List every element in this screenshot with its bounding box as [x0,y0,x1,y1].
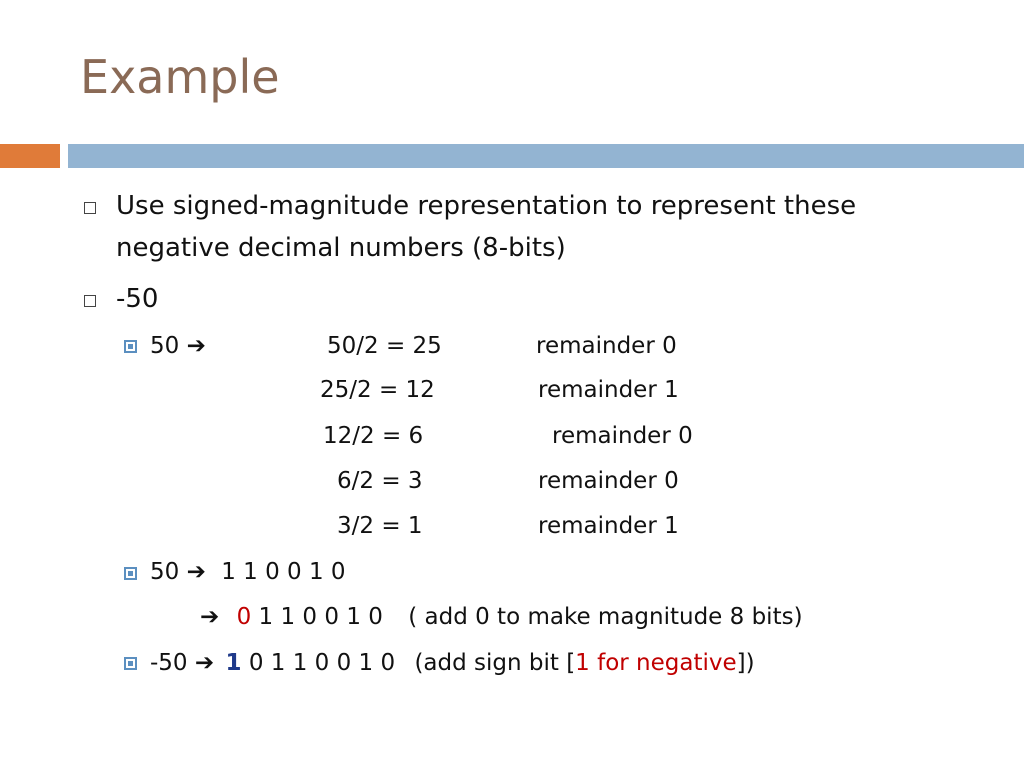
header-accent-bar-blue [68,144,1024,168]
slide-title: Example [80,50,280,104]
signed-bits: 0 1 1 0 0 1 0 [248,650,396,676]
padded-bits: 1 1 0 0 1 0 [258,604,383,630]
bullet-text-minus50: -50 [116,284,159,314]
sign-note-one: 1 [575,650,590,676]
box-bullet-icon [84,202,96,214]
division-expr: 25/2 = 12 [320,377,435,403]
division-expr: 3/2 = 1 [337,513,423,539]
division-remainder: remainder 1 [538,513,679,539]
step3-line [150,646,755,680]
bullet-text-line1: Use signed-magnitude representation to represent these [116,191,857,221]
padding-zero: 0 [236,604,252,630]
sign-note-open: (add sign bit [ [414,650,576,676]
step1-number: 50 [150,333,180,359]
division-expr: 12/2 = 6 [323,423,424,449]
division-remainder: remainder 1 [538,377,679,403]
step1-label [150,329,206,363]
right-arrow-icon: ➔ [186,559,206,585]
division-expr: 6/2 = 3 [337,468,423,494]
division-remainder: remainder 0 [538,468,679,494]
padded-line [200,600,803,634]
sign-note-negative: for negative [589,650,737,676]
right-arrow-icon: ➔ [200,604,220,630]
padding-note: ( add 0 to make magnitude 8 bits) [408,604,803,630]
step3-number: -50 [150,650,188,676]
box-bullet-icon [84,295,96,307]
sign-bit: 1 [225,650,242,676]
bullet-text-line2: negative decimal numbers (8-bits) [116,233,566,263]
header-accent-bar-orange [0,144,60,168]
sign-note-close: ]) [736,650,755,676]
division-expr: 50/2 = 25 [327,333,442,359]
square-bullet-icon [124,340,137,353]
step2-number: 50 [150,559,180,585]
division-remainder: remainder 0 [552,423,693,449]
square-bullet-icon [124,567,137,580]
square-bullet-icon [124,657,137,670]
right-arrow-icon: ➔ [194,650,215,676]
right-arrow-icon: ➔ [186,333,206,359]
division-remainder: remainder 0 [536,333,677,359]
binary-bits: 1 1 0 0 1 0 [221,559,346,585]
step2-line [150,555,346,589]
